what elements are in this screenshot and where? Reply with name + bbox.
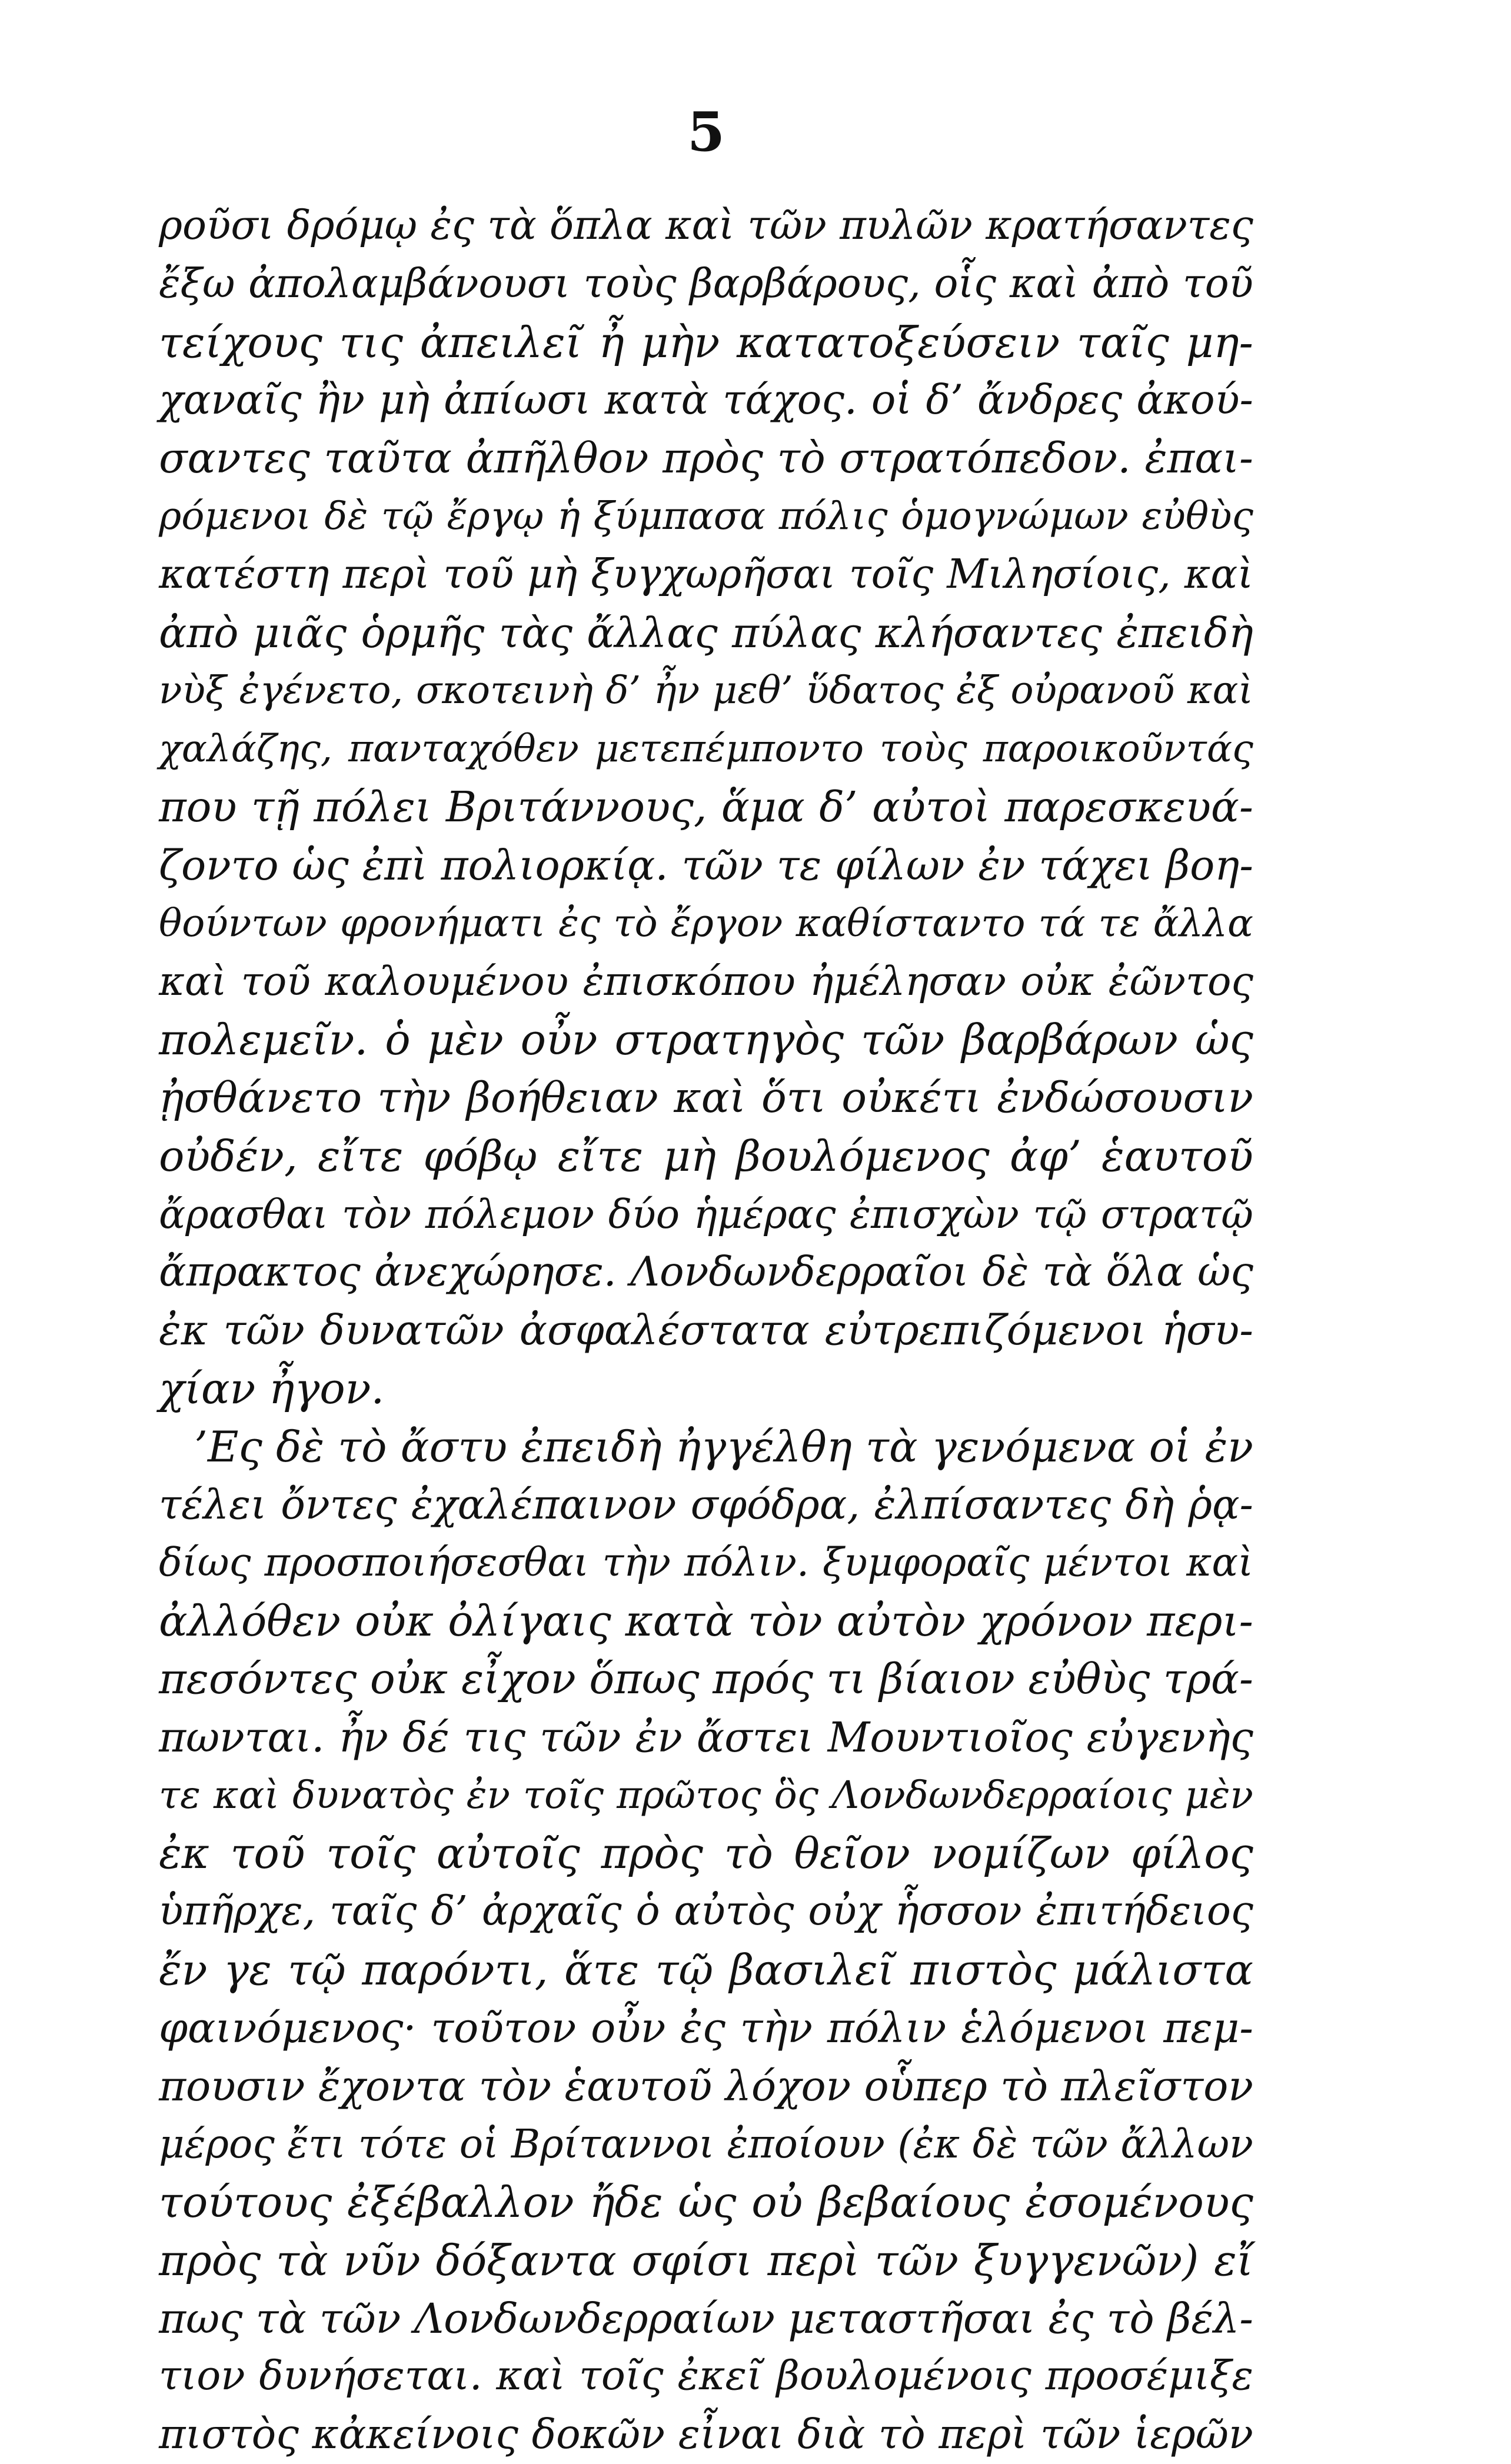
text-line: ἀλλόθεν οὐκ ὀλίγαις κατὰ τὸν αὐτὸν χρόνον περι- <box>159 1596 1253 1646</box>
text-line: τούτους ἐξέβαλλον ἤδε ὡς οὐ βεβαίους ἐσομένους <box>159 2177 1253 2227</box>
text-line: πωνται. ἦν δέ τις τῶν ἐν ἄστει Μουντιοῖος εὐγενὴς <box>159 1713 1253 1762</box>
text-line: πεσόντες οὐκ εἶχον ὅπως πρός τι βίαιον εὐθὺς τρά- <box>159 1654 1253 1703</box>
text-line: ζοντο ὡς ἐπὶ πολιορκίᾳ. τῶν τε φίλων ἐν τάχει βοη- <box>159 841 1253 890</box>
text-line: που τῇ πόλει Βριτάννους, ἅμα δ’ αὐτοὶ παρεσκευά- <box>159 782 1253 831</box>
text-line: ροῦσι δρόμῳ ἐς τὰ ὅπλα καὶ τῶν πυλῶν κρατήσαντες <box>159 202 1253 249</box>
text-line: πιστὸς κἀκείνοις δοκῶν εἶναι διὰ τὸ περὶ τῶν ἱερῶν <box>159 2411 1253 2459</box>
text-line: ᾐσθάνετο τὴν βοήθειαν καὶ ὅτι οὐκέτι ἐνδώσουσιν <box>159 1073 1253 1122</box>
text-line: χαναῖς ἢν μὴ ἀπίωσι κατὰ τάχος. οἱ δ’ ἄνδρες ἀκού- <box>159 377 1253 424</box>
text-line: φαινόμενος· τοῦτον οὖν ἐς τὴν πόλιν ἑλόμενοι πεμ- <box>159 2003 1253 2052</box>
text-line: τιον δυνήσεται. καὶ τοῖς ἐκεῖ βουλομένοις προσέμιξε <box>159 2353 1253 2400</box>
text-line: τείχους τις ἀπειλεῖ ἦ μὴν κατατοξεύσειν ταῖς μη- <box>159 317 1253 367</box>
text-line: νὺξ ἐγένετο, σκοτεινὴ δ’ ἦν μεθ’ ὕδατος ἐξ οὐρανοῦ καὶ <box>159 668 1253 713</box>
text-line: τε καὶ δυνατὸς ἐν τοῖς πρῶτος ὃς Λονδωνδερραίοις μὲν <box>159 1773 1253 1817</box>
text-line: μέρος ἔτι τότε οἱ Βρίταννοι ἐποίουν (ἐκ δὲ τῶν ἄλλων <box>159 2121 1253 2167</box>
text-line: οὐδέν, εἴτε φόβῳ εἴτε μὴ βουλόμενος ἀφ’ ἑαυτοῦ <box>159 1131 1253 1181</box>
text-line: ἀπὸ μιᾶς ὁρμῆς τὰς ἄλλας πύλας κλήσαντες ἐπειδὴ <box>159 608 1253 657</box>
text-line: ἔν γε τῷ παρόντι, ἅτε τῷ βασιλεῖ πιστὸς μάλιστα <box>159 1944 1253 1994</box>
page-number: 5 <box>687 100 725 164</box>
text-line: ἔξω ἀπολαμβάνουσι τοὺς βαρβάρους, οἷς καὶ ἀπὸ τοῦ <box>159 260 1253 307</box>
text-line: χίαν ἦγον. <box>159 1363 385 1413</box>
text-line: ἄρασθαι τὸν πόλεμον δύο ἡμέρας ἐπισχὼν τῷ στρατῷ <box>159 1191 1253 1237</box>
text-line: ἄπρακτος ἀνεχώρησε. Λονδωνδερραῖοι δὲ τὰ ὅλα ὡς <box>159 1248 1253 1296</box>
text-line: ἐκ τοῦ τοῖς αὐτοῖς πρὸς τὸ θεῖον νομίζων φίλος <box>159 1829 1253 1879</box>
text-line: τέλει ὄντες ἐχαλέπαινον σφόδρα, ἐλπίσαντες δὴ ῥᾳ- <box>159 1481 1253 1529</box>
text-line: χαλάζης, πανταχόθεν μετεπέμποντο τοὺς παροικοῦντάς <box>159 727 1253 771</box>
text-line: πρὸς τὰ νῦν δόξαντα σφίσι περὶ τῶν ξυγγενῶν) εἴ <box>159 2235 1253 2285</box>
body-text <box>159 197 1253 2464</box>
text-line: δίως προσποιήσεσθαι τὴν πόλιν. ξυμφοραῖς μέντοι καὶ <box>159 1540 1253 1586</box>
text-line: πολεμεῖν. ὁ μὲν οὖν στρατηγὸς τῶν βαρβάρων ὡς <box>159 1015 1253 1065</box>
text-line: καὶ τοῦ καλουμένου ἐπισκόπου ἠμέλησαν οὐκ ἐῶντος <box>159 958 1253 1005</box>
text-line: πουσιν ἔχοντα τὸν ἑαυτοῦ λόχον οὗπερ τὸ πλεῖστον <box>159 2062 1253 2110</box>
text-line: σαντες ταῦτα ἀπῆλθον πρὸς τὸ στρατόπεδον. ἐπαι- <box>159 434 1253 483</box>
text-line: πως τὰ τῶν Λονδωνδερραίων μεταστῆσαι ἐς τὸ βέλ- <box>159 2294 1253 2343</box>
text-line: κατέστη περὶ τοῦ μὴ ξυγχωρῆσαι τοῖς Μιλησίοις, καὶ <box>159 551 1253 598</box>
text-line: ρόμενοι δὲ τῷ ἔργῳ ἡ ξύμπασα πόλις ὁμογνώμων εὐθὺς <box>159 494 1253 538</box>
text-line: ἐκ τῶν δυνατῶν ἀσφαλέστατα εὐτρεπιζόμενοι ἡσυ- <box>159 1306 1253 1355</box>
text-line: ’Ες δὲ τὸ ἄστυ ἐπειδὴ ἠγγέλθη τὰ γενόμενα οἱ ἐν <box>194 1421 1253 1471</box>
text-line: θούντων φρονήματι ἐς τὸ ἔργον καθίσταντο τά τε ἄλλα <box>159 901 1253 945</box>
text-line: ὑπῆρχε, ταῖς δ’ ἀρχαῖς ὁ αὐτὸς οὐχ ἧσσον ἐπιτήδειος <box>159 1888 1253 1935</box>
